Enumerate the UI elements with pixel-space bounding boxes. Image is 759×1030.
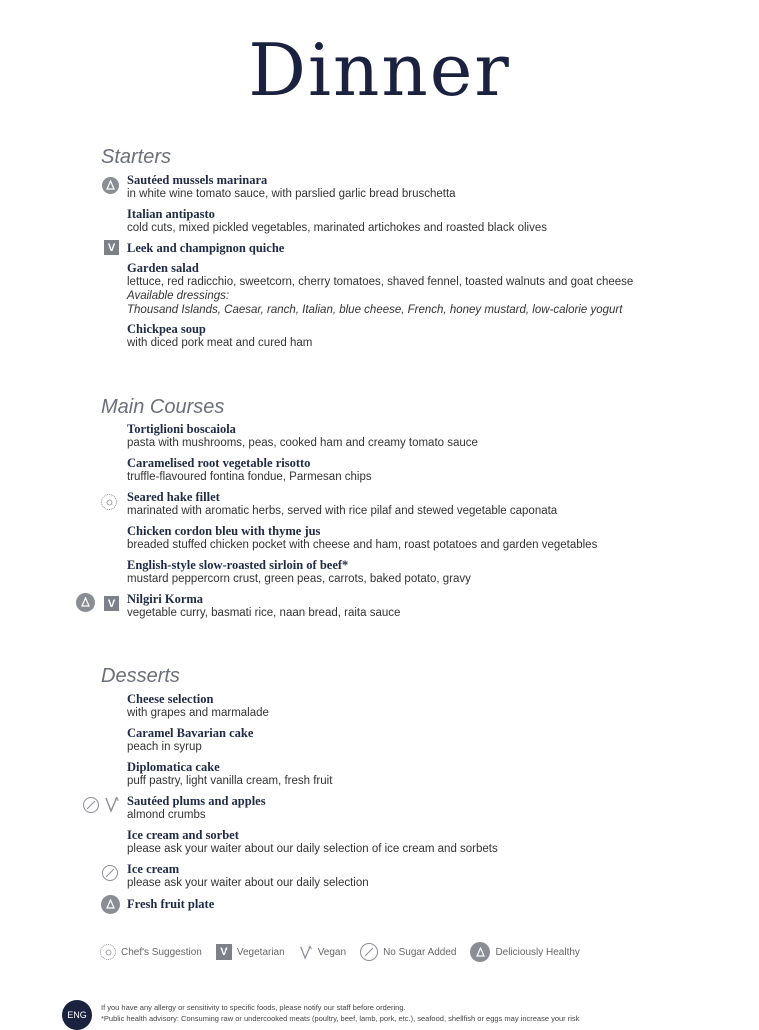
- item-desc: vegetable curry, basmati rice, naan bread, raita sauce: [127, 607, 401, 619]
- vegan-icon: [299, 943, 313, 961]
- menu-item: [127, 524, 727, 552]
- menu-item: [127, 173, 727, 201]
- item-name: Fresh fruit plate: [127, 897, 215, 911]
- menu-item: [127, 207, 727, 235]
- menu-item: [127, 490, 727, 518]
- item-desc: lettuce, red radicchio, sweetcorn, cherry tomatoes, shaved fennel, toasted walnuts and goat cheese: [127, 276, 634, 288]
- item-name: Chickpea soup: [127, 322, 206, 336]
- menu-item: [127, 794, 727, 822]
- menu-item: [127, 692, 727, 720]
- legend-vegan: [299, 943, 346, 961]
- legend-label: Vegetarian: [236, 946, 285, 958]
- item-name: Cheese selection: [127, 692, 214, 706]
- item-name: Seared hake fillet: [127, 490, 220, 504]
- item-desc: with grapes and marmalade: [127, 707, 269, 719]
- menu-item: [127, 456, 727, 484]
- no-sugar-added-icon: [360, 943, 378, 961]
- deliciously-healthy-icon: [101, 895, 120, 914]
- menu-item: [127, 862, 727, 890]
- icon-legend: [100, 941, 594, 963]
- vegan-icon: [104, 795, 120, 818]
- section-title-starters: Starters: [101, 146, 172, 168]
- deliciously-healthy-icon: [102, 177, 119, 194]
- item-desc: puff pastry, light vanilla cream, fresh fruit: [127, 775, 333, 787]
- item-name: Chicken cordon bleu with thyme jus: [127, 524, 321, 538]
- legend-vegetarian: [216, 944, 285, 960]
- item-name: Ice cream and sorbet: [127, 828, 239, 842]
- item-name: Nilgiri Korma: [127, 592, 204, 606]
- language-badge[interactable]: ENG: [62, 1000, 92, 1030]
- deliciously-healthy-icon: [76, 593, 95, 612]
- menu-item: [127, 241, 727, 255]
- chef-suggestion-icon: [100, 944, 116, 960]
- item-name: Italian antipasto: [127, 207, 215, 221]
- item-desc: peach in syrup: [127, 741, 202, 753]
- item-desc: truffle-flavoured fontina fondue, Parmesan chips: [127, 471, 372, 483]
- menu-item: [127, 592, 727, 620]
- item-desc: mustard peppercorn crust, green peas, carrots, baked potato, gravy: [127, 573, 471, 585]
- legend-label: Vegan: [317, 946, 347, 958]
- dressings-label: Available dressings:: [127, 290, 230, 302]
- item-desc: in white wine tomato sauce, with parslied garlic bread bruschetta: [127, 188, 456, 200]
- item-name: Garden salad: [127, 261, 199, 275]
- item-desc: breaded stuffed chicken pocket with cheese and ham, roast potatoes and garden vegetables: [127, 539, 598, 551]
- menu-item: [127, 897, 727, 911]
- deliciously-healthy-icon: [470, 942, 490, 962]
- item-desc: cold cuts, mixed pickled vegetables, marinated artichokes and roasted black olives: [127, 222, 547, 234]
- item-name: Sautéed plums and apples: [127, 794, 266, 808]
- menu-item: [127, 322, 727, 350]
- allergy-note: If you have any allergy or sensitivity to specific foods, please notify our staff before ordering.: [101, 1003, 406, 1012]
- menu-item: [127, 760, 727, 788]
- item-name: Sautéed mussels marinara: [127, 173, 268, 187]
- item-name: Ice cream: [127, 862, 180, 876]
- vegetarian-icon: V: [104, 240, 119, 255]
- item-desc: please ask your waiter about our daily selection of ice cream and sorbets: [127, 843, 498, 855]
- menu-title: Dinner: [248, 28, 511, 112]
- item-name: English-style slow-roasted sirloin of beef*: [127, 558, 349, 572]
- item-name: Diplomatica cake: [127, 760, 220, 774]
- section-title-desserts: Desserts: [101, 665, 180, 687]
- chef-suggestion-icon: [101, 494, 117, 510]
- legend-label: Deliciously Healthy: [495, 946, 580, 958]
- menu-item: [127, 261, 727, 317]
- legend-no-sugar: [360, 943, 456, 961]
- item-name: Caramelised root vegetable risotto: [127, 456, 311, 470]
- item-desc: marinated with aromatic herbs, served with rice pilaf and stewed vegetable caponata: [127, 505, 558, 517]
- menu-item: [127, 422, 727, 450]
- item-name: Caramel Bavarian cake: [127, 726, 254, 740]
- item-desc: please ask your waiter about our daily selection: [127, 877, 369, 889]
- item-desc: with diced pork meat and cured ham: [127, 337, 313, 349]
- no-sugar-added-icon: [83, 797, 99, 813]
- section-title-mains: Main Courses: [101, 396, 225, 418]
- menu-item: [127, 558, 727, 586]
- menu-item: [127, 726, 727, 754]
- vegetarian-icon: V: [104, 596, 119, 611]
- dressings-list: Thousand Islands, Caesar, ranch, Italian, blue cheese, French, honey mustard, low-calorie yogurt: [127, 304, 623, 316]
- item-desc: pasta with mushrooms, peas, cooked ham and creamy tomato sauce: [127, 437, 478, 449]
- menu-item: [127, 828, 727, 856]
- health-advisory: *Public health advisory: Consuming raw or undercooked meats (poultry, beef, lamb, pork, etc.), seafood, shellfish or eggs may increase your risk: [101, 1014, 580, 1023]
- legend-chef: [100, 944, 202, 960]
- item-name: Tortiglioni boscaiola: [127, 422, 236, 436]
- legend-label: No Sugar Added: [383, 946, 457, 958]
- item-desc: almond crumbs: [127, 809, 206, 821]
- item-name: Leek and champignon quiche: [127, 241, 285, 255]
- legend-healthy: [470, 942, 579, 962]
- vegetarian-icon: V: [216, 944, 232, 960]
- legend-label: Chef's Suggestion: [121, 946, 202, 958]
- no-sugar-added-icon: [102, 865, 118, 881]
